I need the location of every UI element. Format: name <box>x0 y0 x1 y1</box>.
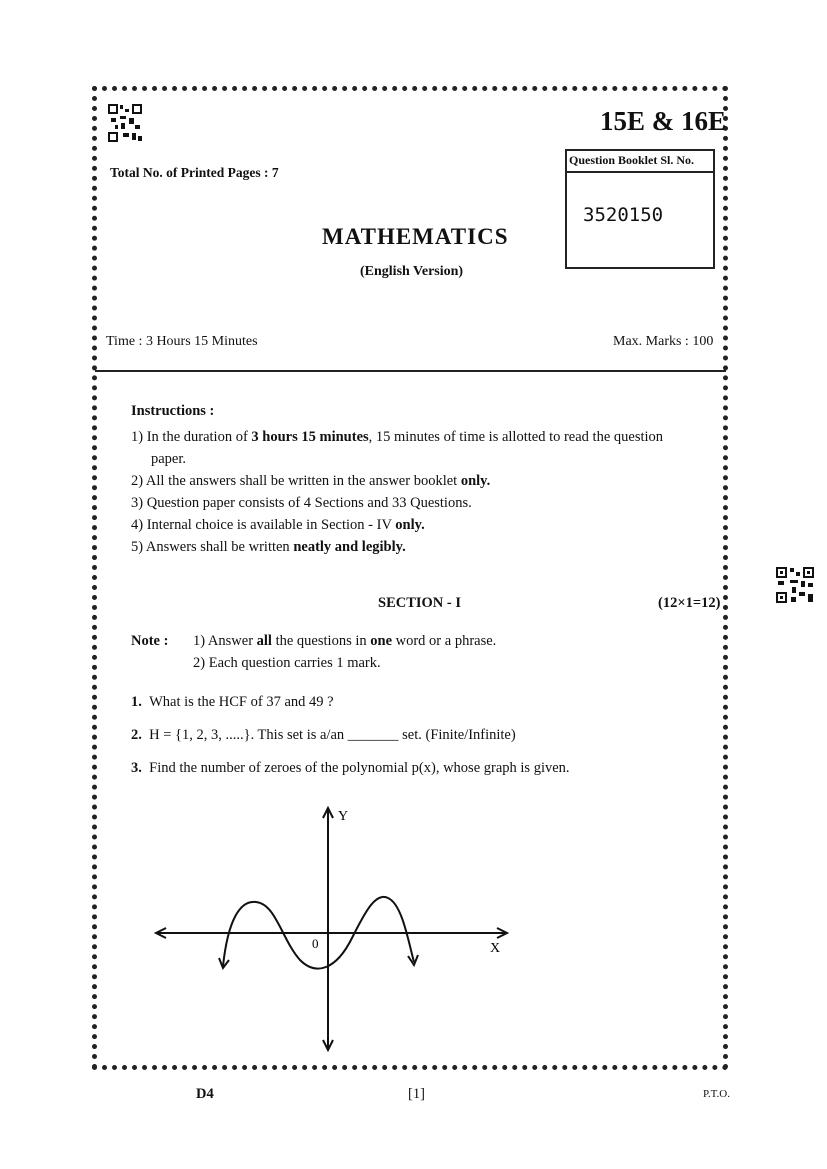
footer-code: D4 <box>196 1086 214 1102</box>
total-pages: Total No. of Printed Pages : 7 <box>110 165 279 180</box>
paper-code: 15E & 16E <box>600 106 727 136</box>
time-label: Time : 3 Hours 15 Minutes <box>106 334 258 349</box>
polynomial-graph <box>140 800 520 1060</box>
max-marks-label: Max. Marks : 100 <box>613 334 714 349</box>
instruction-item-continued: paper. <box>151 451 187 467</box>
version-label: (English Version) <box>360 264 464 279</box>
y-axis-label: Y <box>338 809 349 824</box>
note-label: Note : <box>131 633 169 649</box>
booklet-label: Question Booklet Sl. No. <box>567 151 713 173</box>
x-axis-label: X <box>490 941 501 956</box>
booklet-number: 3520150 <box>583 204 664 226</box>
note-item: 1) Answer all the questions in one word or a phrase. <box>193 633 497 649</box>
question-item: 1. What is the HCF of 37 and 49 ? <box>131 694 334 710</box>
instructions-heading: Instructions : <box>131 403 215 419</box>
instruction-item: 1) In the duration of 3 hours 15 minutes, 15 minutes of time is allotted to read the question <box>131 429 664 445</box>
qr-code-icon <box>775 566 815 604</box>
origin-label: 0 <box>312 936 319 951</box>
subject-title: MATHEMATICS <box>322 224 509 249</box>
instruction-item: 4) Internal choice is available in Section - IV only. <box>131 517 425 533</box>
page-number: [1] <box>408 1086 425 1102</box>
barcode-icon <box>107 103 143 143</box>
instruction-item: 2) All the answers shall be written in the answer booklet only. <box>131 473 491 489</box>
note-item: 2) Each question carries 1 mark. <box>193 655 381 671</box>
section-marks: (12×1=12) <box>658 595 721 611</box>
header-divider <box>95 370 726 372</box>
question-item: 2. H = {1, 2, 3, .....}. This set is a/an _______ set. (Finite/Infinite) <box>131 727 516 743</box>
section-title: SECTION - I <box>378 595 461 611</box>
booklet-number-box <box>565 149 715 269</box>
pto-label: P.T.O. <box>703 1088 730 1100</box>
question-item: 3. Find the number of zeroes of the polynomial p(x), whose graph is given. <box>131 760 570 776</box>
instruction-item: 3) Question paper consists of 4 Sections and 33 Questions. <box>131 495 472 511</box>
instruction-item: 5) Answers shall be written neatly and legibly. <box>131 539 406 555</box>
